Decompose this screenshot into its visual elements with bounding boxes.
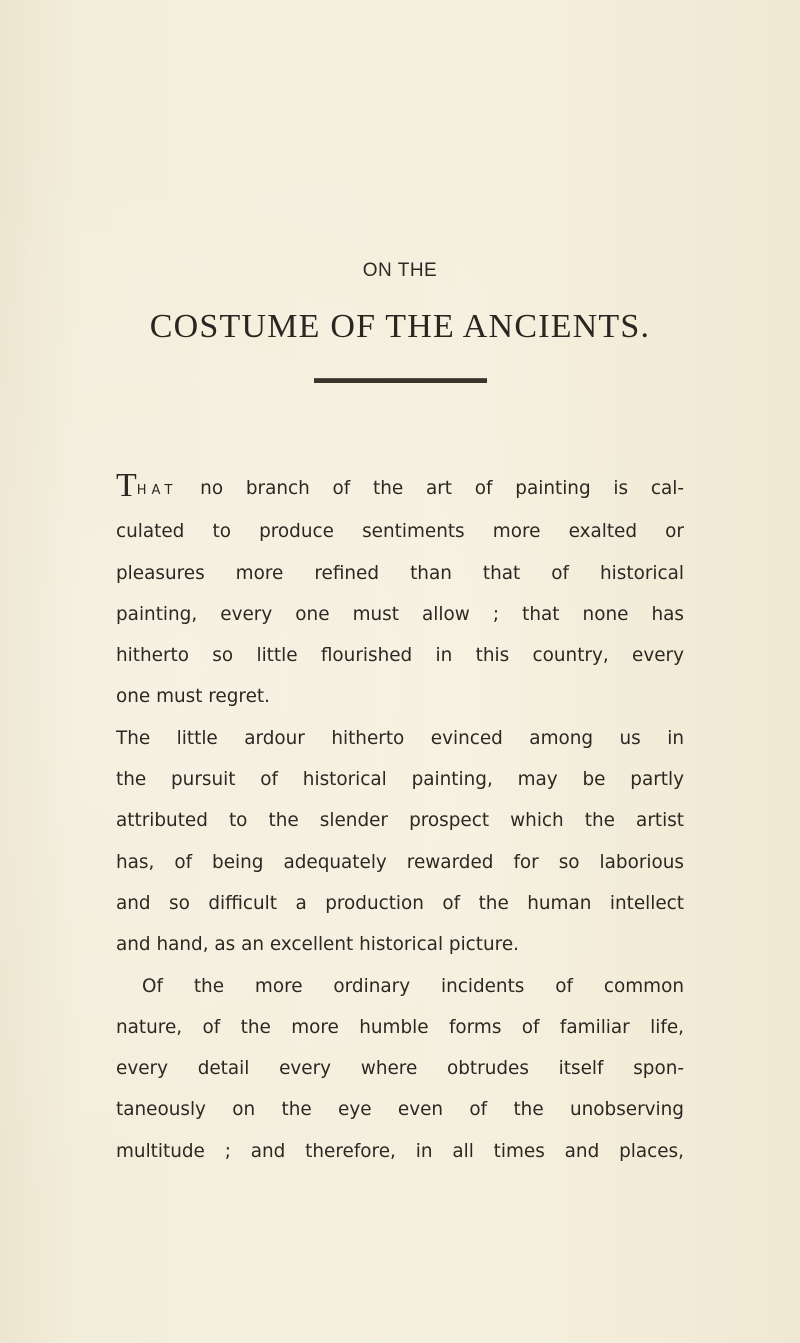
paragraph-1-line-5: hitherto so little flourished in this country, every xyxy=(116,645,684,667)
paragraph-2-line-5: and so difficult a production of the human intellect xyxy=(116,892,684,914)
paragraph-3-line-5: multitude ; and therefore, in all times and places, xyxy=(116,1140,684,1162)
paragraph-2-line-3: attributed to the slender prospect which the artist xyxy=(116,810,684,832)
opening-smallcaps: HAT xyxy=(136,483,178,498)
page-title: COSTUME OF THE ANCIENTS. xyxy=(149,308,651,345)
paragraph-1-line-3: pleasures more refined than that of historical xyxy=(116,562,684,584)
paragraph-1-line-6: one must regret. xyxy=(116,686,270,708)
drop-cap: T xyxy=(116,467,137,504)
pre-title: ON THE xyxy=(362,260,438,281)
paragraph-1-line-1 xyxy=(116,468,684,511)
paragraph-2-line-4: has, of being adequately rewarded for so laborious xyxy=(116,851,684,873)
paragraph-3-line-1: Of the more ordinary incidents of common xyxy=(142,975,684,997)
paragraph-1-line-1-text: no branch of the art of painting is cal- xyxy=(177,478,684,499)
paragraph-2-line-2: the pursuit of historical painting, may be partly xyxy=(116,769,684,791)
title-rule-divider xyxy=(314,378,487,383)
paragraph-3-line-3: every detail every where obtrudes itself spon- xyxy=(116,1058,684,1080)
paragraph-1-line-4: painting, every one must allow ; that none has xyxy=(116,603,684,625)
paragraph-2-line-6: and hand, as an excellent historical picture. xyxy=(116,934,519,956)
paragraph-1-line-2: culated to produce sentiments more exalted or xyxy=(116,521,684,543)
body-text xyxy=(116,468,684,1172)
paragraph-3-line-4: taneously on the eye even of the unobserving xyxy=(116,1099,684,1121)
paragraph-2-line-1: The little ardour hitherto evinced among us in xyxy=(116,727,684,749)
paragraph-3-line-2: nature, of the more humble forms of familiar life, xyxy=(116,1016,684,1038)
